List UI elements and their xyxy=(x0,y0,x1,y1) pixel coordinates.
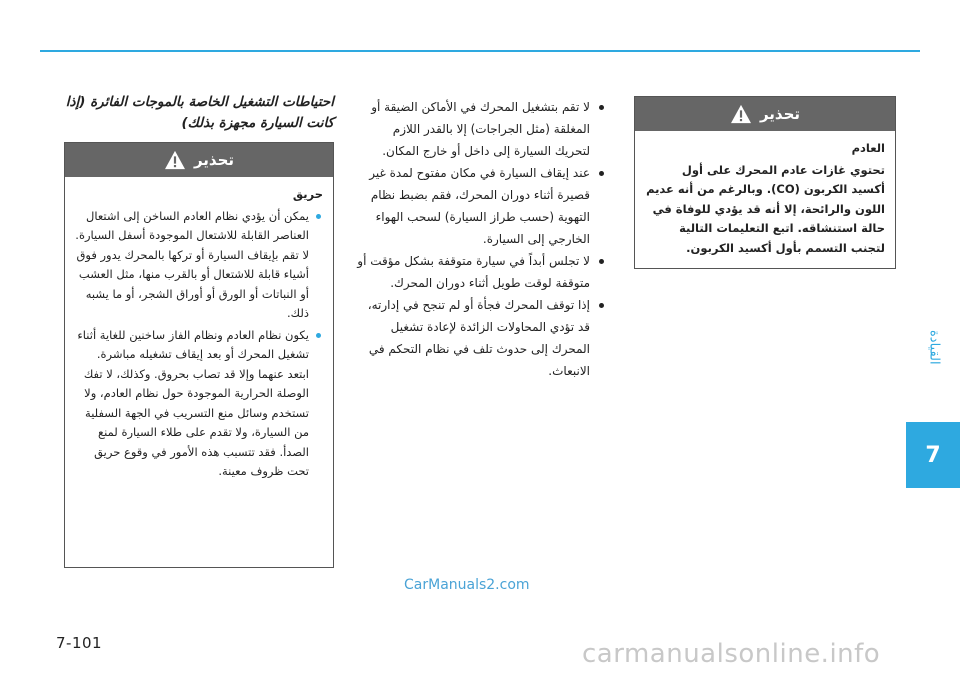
page-number: 7-101 xyxy=(56,634,103,652)
watermark-bottom: carmanualsonline.info xyxy=(582,639,881,669)
warning-header xyxy=(65,143,333,177)
warning-text: تحتوي غازات عادم المحرك على أول أكسيد الكربون (CO). وبالرغم من أنه عديم اللون والرائحة، إلا أنه قد يؤدي للوفاة في حالة استنشاقه. اتبع التعليمات التالية لتجنب التسمم بأول أكسيد الكربون. xyxy=(646,162,885,255)
right-column xyxy=(634,96,896,269)
section-title: احتياطات التشغيل الخاصة بالموجات الفائرة (إذا كانت السيارة مجهزة بذلك) xyxy=(65,94,334,131)
top-rule xyxy=(40,50,920,52)
warning-body xyxy=(65,177,333,492)
warning-triangle-icon xyxy=(164,150,186,170)
precautions-list xyxy=(356,96,606,382)
fire-warning-box xyxy=(64,142,334,568)
list-item: إذا توقف المحرك فجأة أو لم تنجح في إدارته، قد تؤدي المحاولات الزائدة لإعادة تشغيل المحرك إلى حدوث تلف في نظام التحكم في الانبعاث. xyxy=(356,294,606,382)
list-item: لا تجلس أبداً في سيارة متوقفة بشكل مؤقت أو متوقفة لوقت طويل أثناء دوران المحرك. xyxy=(356,250,606,294)
section-tab-number: 7 xyxy=(906,422,960,488)
warning-subheading: العادم xyxy=(851,141,885,155)
warning-list xyxy=(75,207,323,482)
warning-heading: تحذير xyxy=(193,151,235,169)
section-tab-label: القيادة xyxy=(926,330,942,365)
middle-column xyxy=(356,96,606,382)
list-item: عند إيقاف السيارة في مكان مفتوح لمدة غير قصيرة أثناء دوران المحرك، فقم بضبط نظام التهوية (حسب طراز السيارة) لسحب الهواء الخارجي إلى السيارة. xyxy=(356,162,606,250)
list-item: لا تقم بتشغيل المحرك في الأماكن الضيقة أو المغلقة (مثل الجراجات) إلا بالقدر اللازم لتحريك السيارة إلى داخل أو خارج المكان. xyxy=(356,96,606,162)
list-item: يكون نظام العادم ونظام الفاز ساخنين للغاية أثناء تشغيل المحرك أو بعد إيقاف تشغيله مباشرة. ابتعد عنهما وإلا قد تصاب بحروق. وكذلك، لا تفك الوصلة الحرارية الموجودة حول نظام العادم، ولا تستخدم وسائل منع التسريب في الجهة السفلية من السيارة، ولا تقدم على طلاء السيارة لمنع الصدأ. فقد تتسبب هذه الأمور في وقوع حريق تحت ظروف معينة. xyxy=(75,326,323,482)
list-item: يمكن أن يؤدي نظام العادم الساخن إلى اشتعال العناصر القابلة للاشتعال الموجودة أسفل السيارة. لا تقم بإيقاف السيارة أو تركها بالمحرك يدور فوق أشياء قابلة للاشتعال أو بالقرب منها، مثل العشب أو النباتات أو الورق أو أوراق الشجر، أو ما يشبه ذلك. xyxy=(75,207,323,324)
warning-triangle-icon xyxy=(730,104,752,124)
warning-subheading: حريق xyxy=(292,187,323,201)
warning-body xyxy=(635,131,895,268)
exhaust-warning-box xyxy=(634,96,896,269)
left-column xyxy=(64,92,334,568)
warning-heading: تحذير xyxy=(759,105,801,123)
warning-header xyxy=(635,97,895,131)
watermark-site: CarManuals2.com xyxy=(404,577,530,593)
